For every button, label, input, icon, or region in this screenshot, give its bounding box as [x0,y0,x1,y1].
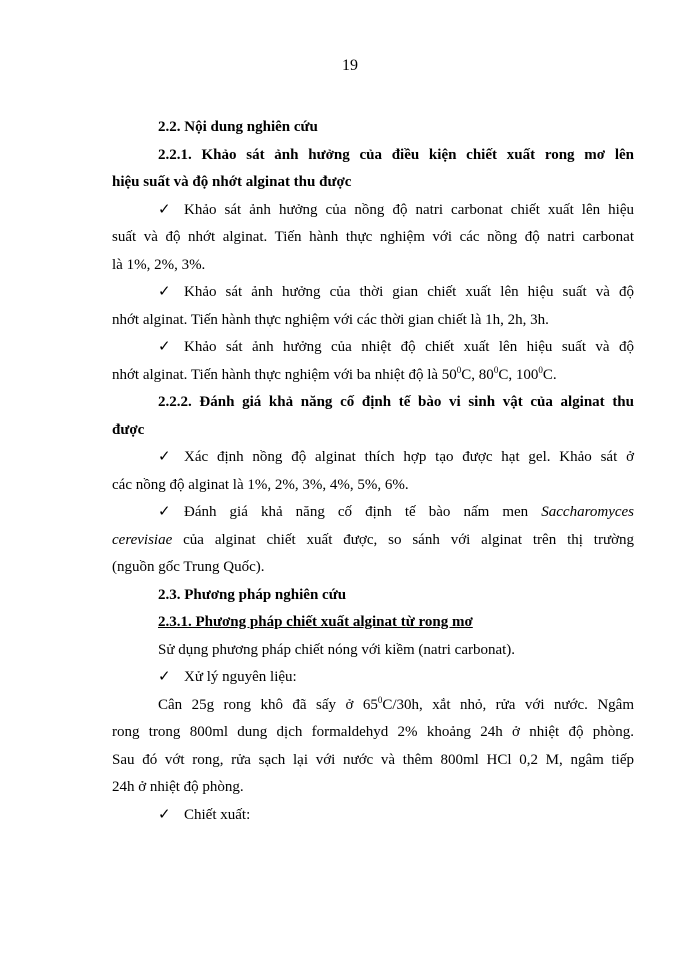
method-intro: Sử dụng phương pháp chiết nóng với kiềm (natri carbonat). [158,641,516,658]
paragraph-line1 [112,692,634,720]
degree-sup: 0 [493,364,499,375]
checkmark-icon: ✓ [158,284,171,300]
heading-2-3-1: 2.3.1. Phương pháp chiết xuất alginat từ rong mơ [158,614,473,630]
heading-2-3: 2.3. Phương pháp nghiên cứu [158,586,347,603]
temp-text-d: C. [542,366,557,383]
checkmark-icon: ✓ [158,504,171,520]
list-item-5-line2 [112,527,634,555]
list-item-7-text: Chiết xuất: [184,806,251,823]
paragraph-text-b: C/30h, xắt nhỏ, rửa với nước. Ngâm [382,696,634,713]
paragraph-line3: Sau đó vớt rong, rửa sạch lại với nước và thêm 800ml HCl 0,2 M, ngâm tiếp [112,751,634,768]
degree-sup: 0 [377,694,383,705]
paragraph-text-a: Cân 25g rong khô đã sấy ở 65 [158,696,378,713]
list-item-5-text1: Đánh giá khả năng cố định tế bào nấm men [184,504,529,520]
list-item-4-line2: các nồng độ alginat là 1%, 2%, 3%, 4%, 5%, 6%. [112,476,409,493]
heading-2-2-1-line1: 2.2.1. Khảo sát ảnh hưởng của điều kiện chiết xuất rong mơ lên [158,146,634,163]
list-item-4-text1: Xác định nồng độ alginat thích hợp tạo được hạt gel. Khảo sát ở [184,449,634,465]
temp-text-c: C, 100 [498,366,539,383]
list-item-3-text1: Khảo sát ảnh hưởng của nhiệt độ chiết xuất lên hiệu suất và độ [184,339,634,355]
checkmark-icon: ✓ [158,806,171,823]
species-name-1: Saccharomyces [541,504,635,520]
list-item-1-line1 [112,197,634,225]
checkmark-icon: ✓ [158,201,171,218]
degree-sup: 0 [538,364,543,375]
list-item-6 [112,664,634,692]
page-content [112,114,634,829]
list-item-5-line3: (nguồn gốc Trung Quốc). [112,559,265,575]
temp-text-a: nhớt alginat. Tiến hành thực nghiệm với ba nhiệt độ là 50 [112,366,457,383]
species-name-2: cerevisiae [112,531,173,548]
heading-2-2-2-line2: được [112,421,145,438]
list-item-2-line2: nhớt alginat. Tiến hành thực nghiệm với các thời gian chiết là 1h, 2h, 3h. [112,311,549,328]
list-item-1-line3: là 1%, 2%, 3%. [112,256,206,273]
paragraph-line2: rong trong 800ml dung dịch formaldehyd 2% khoảng 24h ở nhiệt độ phòng. [112,724,634,740]
list-item-3-line2 [112,362,634,390]
degree-sup: 0 [456,364,462,375]
list-item-2-line1 [112,279,634,307]
list-item-6-text: Xử lý nguyên liệu: [184,669,297,685]
list-item-1-line2: suất và độ nhớt alginat. Tiến hành thực nghiệm với các nồng độ natri carbonat [112,229,634,245]
checkmark-icon: ✓ [158,339,171,355]
checkmark-icon: ✓ [158,669,171,685]
list-item-5-line1 [112,499,634,527]
heading-2-2-2-line1: 2.2.2. Đánh giá khả năng cố định tế bào vi sinh vật của alginat thu [158,394,634,410]
paragraph-line4: 24h ở nhiệt độ phòng. [112,779,244,795]
list-item-5-text2: của alginat chiết xuất được, so sánh với alginat trên thị trường [183,531,635,548]
page-number: 19 [342,57,358,74]
heading-2-2-1-line2: hiệu suất và độ nhớt alginat thu được [112,174,352,190]
list-item-7 [112,802,634,830]
temp-text-b: C, 80 [461,366,494,383]
list-item-4-line1 [112,444,634,472]
list-item-3-line1 [112,334,634,362]
list-item-2-text1: Khảo sát ảnh hưởng của thời gian chiết xuất lên hiệu suất và độ [184,284,634,300]
heading-2-2: 2.2. Nội dung nghiên cứu [158,119,318,135]
checkmark-icon: ✓ [158,449,171,465]
list-item-1-text1: Khảo sát ảnh hưởng của nồng độ natri carbonat chiết xuất lên hiệu [184,201,634,218]
